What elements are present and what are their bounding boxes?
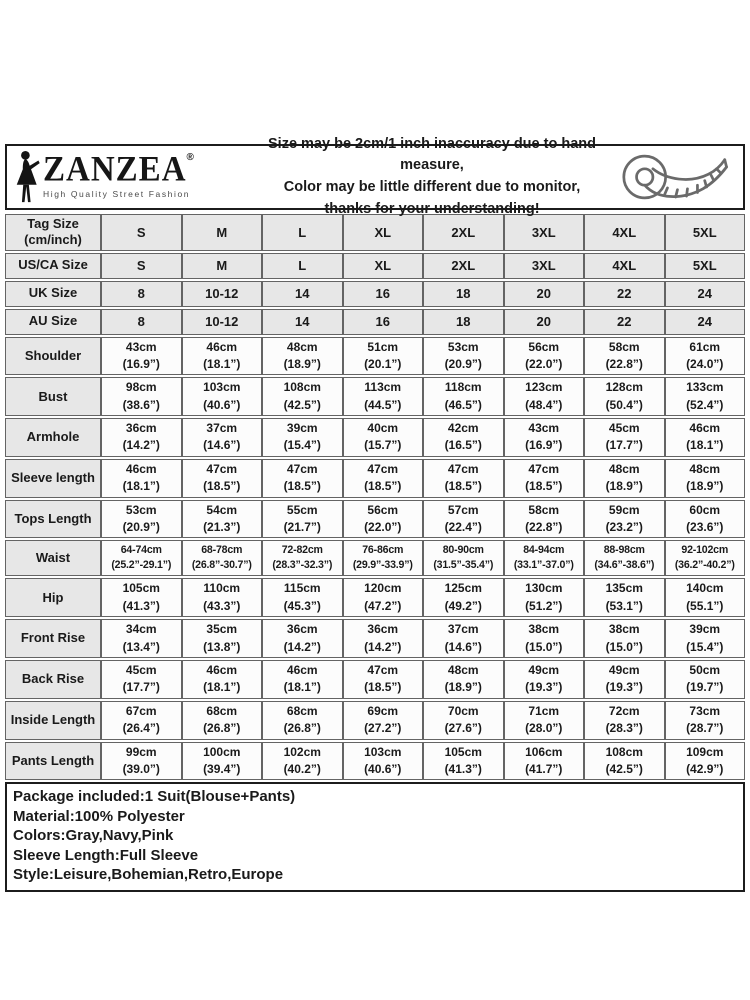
measuring-tape-icon <box>611 147 733 207</box>
table-cell: 105cm (41.3”) <box>101 578 182 617</box>
table-cell: 45cm (17.7”) <box>101 660 182 699</box>
row-label: AU Size <box>5 309 101 335</box>
row-label: Back Rise <box>5 660 101 699</box>
table-cell: 8 <box>101 309 182 335</box>
table-cell: 67cm (26.4”) <box>101 701 182 740</box>
table-cell: 54cm (21.3”) <box>182 500 263 539</box>
table-cell: 22 <box>584 281 665 307</box>
table-cell: 73cm (28.7”) <box>665 701 746 740</box>
colors-line: Colors:Gray,Navy,Pink <box>13 827 174 845</box>
table-cell: 68cm (26.8”) <box>262 701 343 740</box>
table-cell: 2XL <box>423 253 504 279</box>
table-cell: 120cm (47.2”) <box>343 578 424 617</box>
table-cell: XL <box>343 253 424 279</box>
table-row <box>5 459 745 498</box>
disclaimer-line-1: Size may be 2cm/1 inch inaccuracy due to hand measure, <box>268 135 596 174</box>
row-label: Bust <box>5 377 101 416</box>
table-cell: 98cm (38.6”) <box>101 377 182 416</box>
table-cell: 10-12 <box>182 309 263 335</box>
table-cell: S <box>101 214 182 251</box>
table-cell: 68-78cm (26.8”-30.7”) <box>182 540 263 576</box>
row-label: UK Size <box>5 281 101 307</box>
table-row <box>5 742 745 781</box>
disclaimer-line-2: Color may be little different due to monitor, <box>283 179 581 195</box>
table-cell: 128cm (50.4”) <box>584 377 665 416</box>
table-row <box>5 619 745 658</box>
table-cell: 5XL <box>665 214 746 251</box>
table-row <box>5 701 745 740</box>
table-cell: 4XL <box>584 253 665 279</box>
row-label: Sleeve length <box>5 459 101 498</box>
table-cell: 140cm (55.1”) <box>665 578 746 617</box>
table-cell: 39cm (15.4”) <box>665 619 746 658</box>
row-label: US/CA Size <box>5 253 101 279</box>
table-cell: 35cm (13.8”) <box>182 619 263 658</box>
row-label: Inside Length <box>5 701 101 740</box>
table-cell: 59cm (23.2”) <box>584 500 665 539</box>
table-cell: 56cm (22.0”) <box>504 337 585 376</box>
row-label: Waist <box>5 540 101 576</box>
table-row <box>5 540 745 576</box>
table-row <box>5 500 745 539</box>
table-cell: 48cm (18.9”) <box>584 459 665 498</box>
table-cell: 51cm (20.1”) <box>343 337 424 376</box>
table-cell: 14 <box>262 281 343 307</box>
table-cell: 36cm (14.2”) <box>101 418 182 457</box>
size-disclaimer <box>253 134 611 221</box>
size-chart-sheet <box>5 135 745 892</box>
table-cell: 70cm (27.6”) <box>423 701 504 740</box>
table-cell: 133cm (52.4”) <box>665 377 746 416</box>
table-cell: 47cm (18.5”) <box>423 459 504 498</box>
table-cell: L <box>262 214 343 251</box>
table-cell: 47cm (18.5”) <box>262 459 343 498</box>
woman-silhouette-icon <box>15 149 41 205</box>
table-cell: 125cm (49.2”) <box>423 578 504 617</box>
table-cell: 16 <box>343 309 424 335</box>
table-cell: 57cm (22.4”) <box>423 500 504 539</box>
table-cell: 47cm (18.5”) <box>504 459 585 498</box>
table-cell: 105cm (41.3”) <box>423 742 504 781</box>
table-cell: M <box>182 214 263 251</box>
table-cell: 20 <box>504 309 585 335</box>
table-row <box>5 578 745 617</box>
table-cell: M <box>182 253 263 279</box>
table-cell: 45cm (17.7”) <box>584 418 665 457</box>
table-cell: 20 <box>504 281 585 307</box>
table-row <box>5 377 745 416</box>
header-box <box>5 135 745 217</box>
table-cell: 69cm (27.2”) <box>343 701 424 740</box>
table-cell: 103cm (40.6”) <box>343 742 424 781</box>
table-row <box>5 418 745 457</box>
table-cell: 46cm (18.1”) <box>182 337 263 376</box>
table-row <box>5 281 745 307</box>
table-cell: 49cm (19.3”) <box>584 660 665 699</box>
table-cell: 5XL <box>665 253 746 279</box>
table-cell: 135cm (53.1”) <box>584 578 665 617</box>
table-cell: 64-74cm (25.2”-29.1”) <box>101 540 182 576</box>
table-cell: 80-90cm (31.5”-35.4”) <box>423 540 504 576</box>
table-cell: 47cm (18.5”) <box>182 459 263 498</box>
table-cell: 58cm (22.8”) <box>584 337 665 376</box>
table-cell: 102cm (40.2”) <box>262 742 343 781</box>
table-cell: 115cm (45.3”) <box>262 578 343 617</box>
table-cell: 103cm (40.6”) <box>182 377 263 416</box>
table-cell: XL <box>343 214 424 251</box>
row-label: Front Rise <box>5 619 101 658</box>
table-cell: S <box>101 253 182 279</box>
row-label: Tops Length <box>5 500 101 539</box>
table-cell: 10-12 <box>182 281 263 307</box>
table-cell: 48cm (18.9”) <box>262 337 343 376</box>
material-line: Material:100% Polyester <box>13 807 185 825</box>
table-cell: 43cm (16.9”) <box>504 418 585 457</box>
table-cell: 3XL <box>504 214 585 251</box>
table-cell: 34cm (13.4”) <box>101 619 182 658</box>
table-cell: 109cm (42.9”) <box>665 742 746 781</box>
table-cell: 53cm (20.9”) <box>423 337 504 376</box>
table-row <box>5 337 745 376</box>
table-cell: 24 <box>665 281 746 307</box>
sleeve-length-line: Sleeve Length:Full Sleeve <box>13 846 199 864</box>
table-cell: 37cm (14.6”) <box>182 418 263 457</box>
table-cell: 55cm (21.7”) <box>262 500 343 539</box>
table-cell: 72cm (28.3”) <box>584 701 665 740</box>
disclaimer-line-3: thanks for your understanding! <box>324 200 540 217</box>
table-cell: 3XL <box>504 253 585 279</box>
table-cell: 42cm (16.5”) <box>423 418 504 457</box>
table-cell: 53cm (20.9”) <box>101 500 182 539</box>
table-cell: 92-102cm (36.2”-40.2”) <box>665 540 746 576</box>
table-row <box>5 253 745 279</box>
table-cell: 39cm (15.4”) <box>262 418 343 457</box>
table-cell: 106cm (41.7”) <box>504 742 585 781</box>
table-cell: 76-86cm (29.9”-33.9”) <box>343 540 424 576</box>
table-cell: 18 <box>423 281 504 307</box>
table-cell: 38cm (15.0”) <box>504 619 585 658</box>
table-cell: 50cm (19.7”) <box>665 660 746 699</box>
table-cell: 43cm (16.9”) <box>101 337 182 376</box>
product-details-box <box>5 782 745 892</box>
table-cell: 36cm (14.2”) <box>262 619 343 658</box>
table-row <box>5 660 745 699</box>
table-cell: 108cm (42.5”) <box>262 377 343 416</box>
table-cell: 71cm (28.0”) <box>504 701 585 740</box>
size-table <box>5 212 745 782</box>
table-cell: 123cm (48.4”) <box>504 377 585 416</box>
style-line: Style:Leisure,Bohemian,Retro,Europe <box>13 866 284 884</box>
table-cell: 47cm (18.5”) <box>343 459 424 498</box>
table-cell: 46cm (18.1”) <box>262 660 343 699</box>
table-cell: 118cm (46.5”) <box>423 377 504 416</box>
table-cell: 4XL <box>584 214 665 251</box>
table-row <box>5 309 745 335</box>
registered-mark: ® <box>186 152 194 164</box>
table-cell: 100cm (39.4”) <box>182 742 263 781</box>
table-cell: 24 <box>665 309 746 335</box>
brand-logo <box>7 149 253 205</box>
row-label: Tag Size (cm/inch) <box>5 214 101 251</box>
table-cell: 68cm (26.8”) <box>182 701 263 740</box>
table-cell: 38cm (15.0”) <box>584 619 665 658</box>
table-cell: 88-98cm (34.6”-38.6”) <box>584 540 665 576</box>
package-included-line: Package included:1 Suit(Blouse+Pants) <box>13 788 296 806</box>
table-cell: 113cm (44.5”) <box>343 377 424 416</box>
table-cell: 18 <box>423 309 504 335</box>
table-cell: 47cm (18.5”) <box>343 660 424 699</box>
table-cell: 56cm (22.0”) <box>343 500 424 539</box>
table-cell: 61cm (24.0”) <box>665 337 746 376</box>
table-cell: 60cm (23.6”) <box>665 500 746 539</box>
table-cell: 99cm (39.0”) <box>101 742 182 781</box>
table-cell: 58cm (22.8”) <box>504 500 585 539</box>
table-cell: L <box>262 253 343 279</box>
table-cell: 49cm (19.3”) <box>504 660 585 699</box>
table-cell: 48cm (18.9”) <box>423 660 504 699</box>
table-cell: 14 <box>262 309 343 335</box>
table-cell: 48cm (18.9”) <box>665 459 746 498</box>
table-cell: 130cm (51.2”) <box>504 578 585 617</box>
table-cell: 110cm (43.3”) <box>182 578 263 617</box>
brand-name: ZANZEA <box>43 150 187 190</box>
table-cell: 8 <box>101 281 182 307</box>
table-cell: 72-82cm (28.3”-32.3”) <box>262 540 343 576</box>
table-cell: 37cm (14.6”) <box>423 619 504 658</box>
table-cell: 16 <box>343 281 424 307</box>
table-cell: 22 <box>584 309 665 335</box>
table-cell: 46cm (18.1”) <box>665 418 746 457</box>
table-cell: 108cm (42.5”) <box>584 742 665 781</box>
table-cell: 46cm (18.1”) <box>101 459 182 498</box>
row-label: Hip <box>5 578 101 617</box>
table-cell: 46cm (18.1”) <box>182 660 263 699</box>
table-cell: 36cm (14.2”) <box>343 619 424 658</box>
brand-tagline: High Quality Street Fashion <box>43 189 191 200</box>
row-label: Pants Length <box>5 742 101 781</box>
row-label: Armhole <box>5 418 101 457</box>
table-cell: 84-94cm (33.1”-37.0”) <box>504 540 585 576</box>
table-cell: 2XL <box>423 214 504 251</box>
table-cell: 40cm (15.7”) <box>343 418 424 457</box>
row-label: Shoulder <box>5 337 101 376</box>
